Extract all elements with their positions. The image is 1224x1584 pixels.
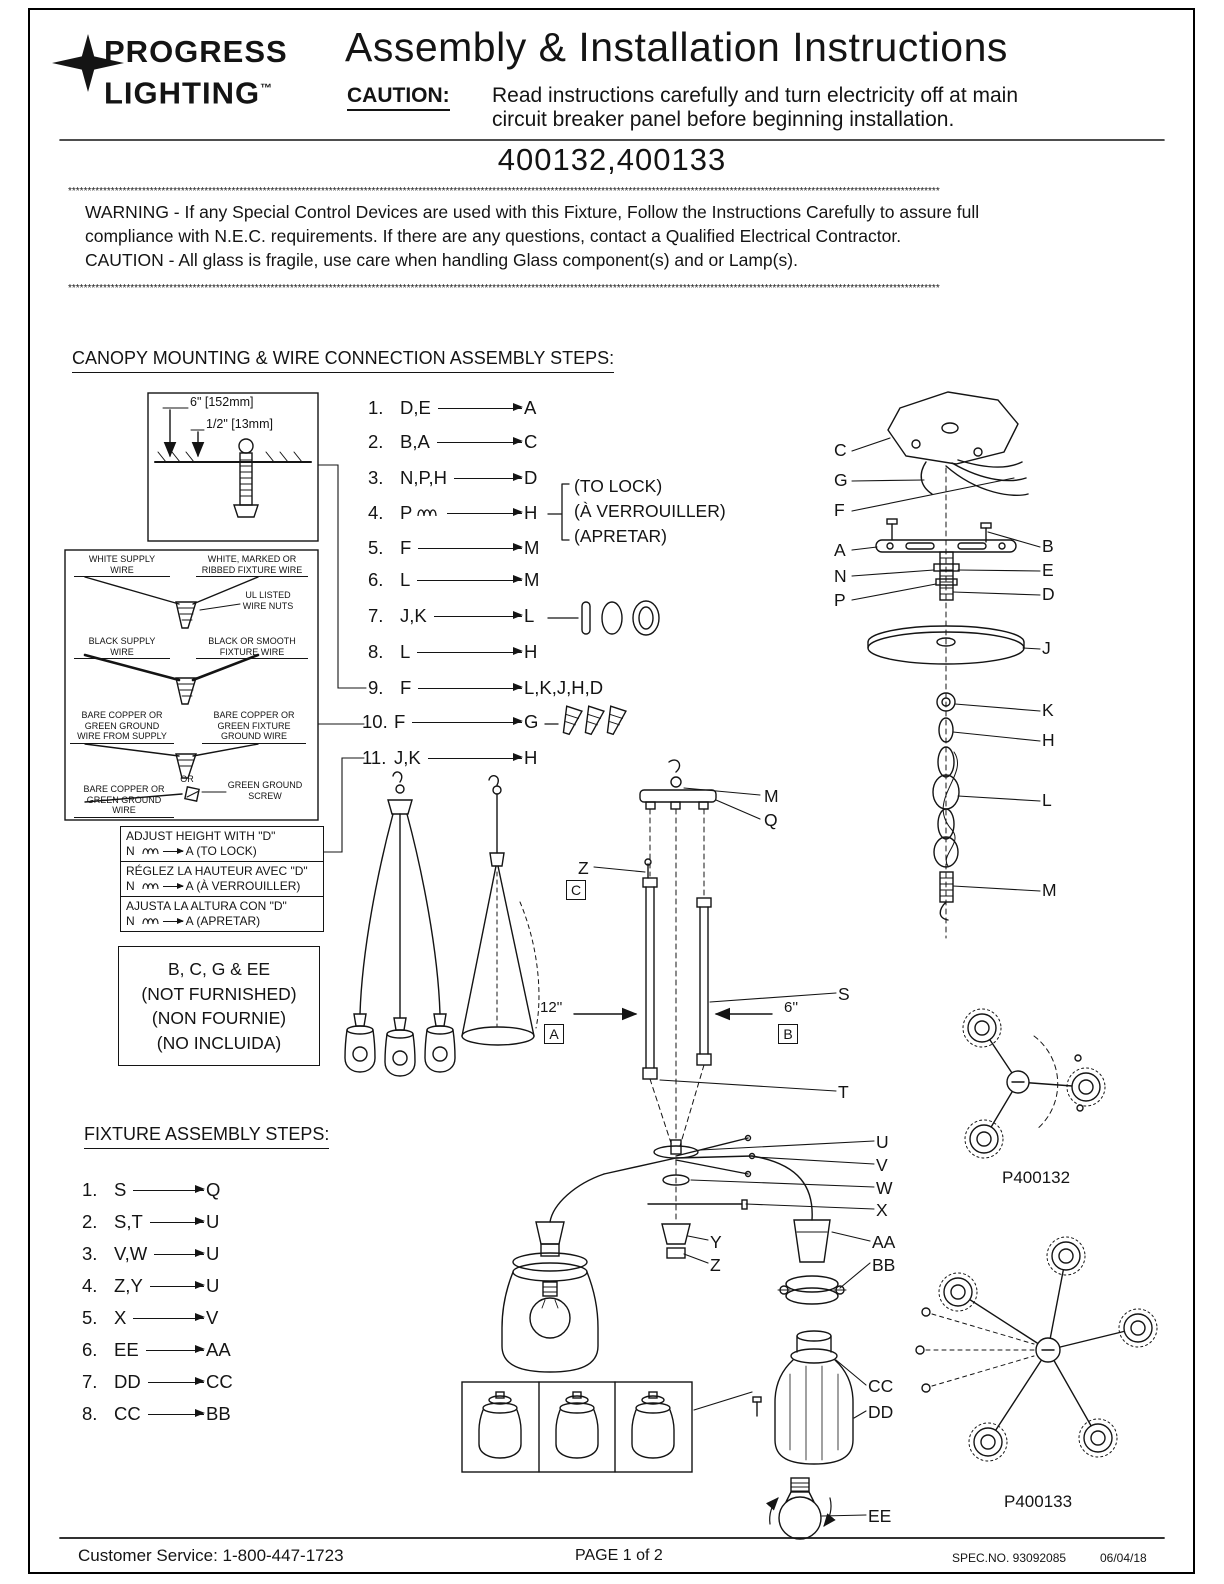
arrow-icon — [437, 442, 522, 443]
label-exploded-A: A — [834, 540, 846, 560]
step-target: L,K,J,H,D — [524, 677, 604, 698]
adjust-title-fr: RÉGLEZ LA HAUTEUR AVEC "D" — [126, 864, 308, 878]
label-main-V: V — [876, 1155, 888, 1175]
step-parts: B,A — [400, 431, 430, 452]
arrow-icon — [434, 616, 522, 617]
lock-note-es: (APRETAR) — [574, 526, 668, 546]
step-parts: D,E — [400, 397, 431, 418]
step-number: 2. — [368, 431, 384, 452]
white-supply-label: WHITE SUPPLY WIRE — [74, 554, 170, 577]
brand-bottom: LIGHTING™ — [104, 75, 274, 111]
step-target: C — [524, 431, 538, 452]
fixture-step-6 — [82, 1338, 252, 1362]
adjust-n: N — [126, 879, 135, 893]
label-exploded-F: F — [834, 500, 845, 520]
arrow-icon — [150, 1286, 204, 1287]
dimension-6in: 6" [152mm] — [190, 395, 254, 409]
cone-pendant-diagram — [462, 776, 539, 1045]
label-main-Y: Y — [710, 1232, 722, 1252]
step-parts: DD — [114, 1371, 141, 1392]
or-label: OR — [180, 774, 194, 784]
label-boxed-C: C — [566, 880, 586, 900]
step-parts: CC — [114, 1403, 141, 1424]
label-exploded-G: G — [834, 470, 848, 490]
black-supply-label: BLACK SUPPLY WIRE — [74, 636, 170, 659]
warning-line1: WARNING - If any Special Control Devices are used with this Fixture, Follow the Instructions Carefully to assure full — [85, 202, 980, 222]
step-number: 4. — [82, 1275, 98, 1296]
trademark: ™ — [260, 81, 274, 95]
arrow-icon — [133, 1190, 204, 1191]
step-parts: S — [114, 1179, 127, 1200]
step-target: CC — [206, 1371, 233, 1392]
label-exploded-P: P — [834, 590, 846, 610]
step-number: 7. — [368, 605, 384, 626]
fixture-section-title: FIXTURE ASSEMBLY STEPS: — [84, 1124, 329, 1149]
adjust-title-es: AJUSTA LA ALTURA CON "D" — [126, 899, 287, 913]
step-number: 8. — [368, 641, 384, 662]
step-number: 5. — [368, 537, 384, 558]
leader-lines — [594, 438, 1040, 1516]
arrow-icon — [163, 886, 183, 887]
step-number: 10. — [362, 711, 388, 732]
step-number: 4. — [368, 502, 384, 523]
step-number: 9. — [368, 677, 384, 698]
label-main-M: M — [764, 786, 779, 806]
mounting-measurement-diagram — [148, 393, 318, 541]
product-label-p400133: P400133 — [1004, 1492, 1073, 1511]
arrow-icon — [454, 478, 522, 479]
dimension-6in-stem: 6'' — [784, 999, 799, 1016]
arrow-icon — [148, 1414, 204, 1415]
step-parts: F — [394, 711, 406, 732]
step-parts: L — [400, 569, 411, 590]
coil-icon — [142, 916, 160, 926]
label-main-Z2: Z — [710, 1255, 721, 1275]
step-number: 11. — [362, 747, 387, 768]
step-parts: F — [400, 677, 412, 698]
arrow-icon — [133, 1318, 204, 1319]
canopy-step-7 — [368, 604, 640, 628]
fixture-step-5 — [82, 1306, 252, 1330]
step-target: L — [524, 605, 535, 626]
step-parts: Z,Y — [114, 1275, 143, 1296]
step-target: D — [524, 467, 538, 488]
adjust-result-en: A (TO LOCK) — [185, 844, 257, 858]
step-number: 1. — [368, 397, 384, 418]
adjust-entry-en — [121, 827, 323, 861]
step-target: BB — [206, 1403, 231, 1424]
adjust-result-fr: A (À VERROUILLER) — [185, 879, 301, 893]
arrow-icon — [417, 580, 522, 581]
arrow-icon — [163, 921, 183, 922]
black-fixture-label: BLACK OR SMOOTH FIXTURE WIRE — [196, 636, 308, 659]
canopy-step-1 — [368, 396, 640, 420]
exploded-canopy-diagram — [868, 392, 1028, 938]
adjust-n: N — [126, 914, 135, 928]
step-number: 6. — [82, 1339, 98, 1360]
step-target: V — [206, 1307, 219, 1328]
label-main-S: S — [838, 984, 850, 1004]
p400133-diagram — [916, 1237, 1157, 1461]
fixture-step-4 — [82, 1274, 252, 1298]
arrow-icon — [150, 1222, 204, 1223]
label-exploded-L: L — [1042, 790, 1052, 810]
step-target: AA — [206, 1339, 231, 1360]
canopy-step-10 — [362, 710, 640, 734]
cluster-pendant-diagram — [345, 772, 455, 1076]
adjust-entry-es — [121, 896, 323, 931]
ground-screw-label: GREEN GROUND SCREW — [227, 780, 303, 801]
step-target: H — [524, 641, 538, 662]
ground-wire-label: BARE COPPER OR GREEN GROUND WIRE — [74, 784, 174, 818]
page-title: Assembly & Installation Instructions — [345, 24, 1008, 70]
step-number: 8. — [82, 1403, 98, 1424]
step-target: Q — [206, 1179, 221, 1200]
step-parts: V,W — [114, 1243, 148, 1264]
warning-line3: CAUTION - All glass is fragile, use care when handling Glass component(s) and or Lamp(s). — [85, 250, 798, 270]
jar-detail-strip — [462, 1382, 752, 1472]
label-exploded-E: E — [1042, 560, 1054, 580]
step-parts: L — [400, 641, 411, 662]
product-label-p400132: P400132 — [1002, 1168, 1071, 1187]
adjust-height-box — [120, 826, 324, 932]
brand-logo — [104, 34, 288, 111]
label-exploded-B: B — [1042, 536, 1054, 556]
step-target: U — [206, 1243, 220, 1264]
label-main-AA: AA — [872, 1232, 896, 1252]
label-main-T: T — [838, 1082, 849, 1102]
arrow-icon — [417, 652, 522, 653]
label-exploded-M: M — [1042, 880, 1057, 900]
label-main-Z: Z — [578, 858, 589, 878]
arrow-icon — [428, 758, 522, 759]
caution-line1: Read instructions carefully and turn electricity off at main — [492, 84, 1019, 107]
p400132-diagram — [963, 1009, 1105, 1158]
fixture-step-8 — [82, 1402, 252, 1426]
arrow-icon — [447, 513, 522, 514]
label-boxed-B: B — [778, 1024, 798, 1044]
nf-en: (NOT FURNISHED) — [141, 983, 297, 1004]
step-target: H — [524, 502, 538, 523]
arrow-icon — [412, 722, 522, 723]
coil-icon — [142, 846, 160, 856]
ground-supply-label: BARE COPPER OR GREEN GROUND WIRE FROM SUPPLY — [70, 710, 174, 744]
step-number: 3. — [368, 467, 384, 488]
nf-es: (NO INCLUIDA) — [156, 1032, 282, 1053]
caution-line2: circuit breaker panel before beginning installation. — [492, 108, 955, 131]
canopy-step-2 — [368, 430, 640, 454]
canopy-step-6 — [368, 568, 640, 592]
canopy-step-9 — [368, 676, 640, 700]
fixture-step-1 — [82, 1178, 252, 1202]
step-parts: S,T — [114, 1211, 143, 1232]
fixture-step-7 — [82, 1370, 252, 1394]
adjust-title-en: ADJUST HEIGHT WITH "D" — [126, 829, 276, 843]
caution-label: CAUTION: — [347, 84, 450, 111]
adjust-entry-fr — [121, 861, 323, 896]
label-main-W: W — [876, 1178, 893, 1198]
step-target: M — [524, 569, 540, 590]
label-main-X: X — [876, 1200, 888, 1220]
adjust-n: N — [126, 844, 135, 858]
fixture-step-2 — [82, 1210, 252, 1234]
label-exploded-K: K — [1042, 700, 1054, 720]
step-parts: X — [114, 1307, 127, 1328]
main-fixture-diagram — [502, 760, 853, 1539]
warning-line2: compliance with N.E.C. requirements. If there are any questions, contact a Qualified Electrical Contractor. — [85, 226, 902, 246]
coil-icon — [142, 881, 160, 891]
step-parts: EE — [114, 1339, 139, 1360]
arrow-icon — [148, 1382, 204, 1383]
step-parts: P — [400, 502, 413, 523]
star-divider-top: ******************************************************************************************************************************************************************************************************************************** — [68, 186, 940, 197]
canopy-step-11 — [362, 746, 640, 770]
step-parts: J,K — [400, 605, 427, 626]
brand-top: PROGRESS — [104, 34, 288, 69]
step-target: A — [524, 397, 537, 418]
step-target: U — [206, 1275, 220, 1296]
step-target: G — [524, 711, 539, 732]
adjust-result-es: A (APRETAR) — [185, 914, 261, 928]
arrow-icon — [154, 1254, 204, 1255]
coil-icon — [416, 507, 440, 519]
step-target: M — [524, 537, 540, 558]
label-main-DD: DD — [868, 1402, 894, 1422]
step-number: 1. — [82, 1179, 98, 1200]
label-exploded-D: D — [1042, 584, 1055, 604]
star-divider-bottom: ******************************************************************************************************************************************************************************************************************************** — [68, 283, 940, 294]
step-parts: J,K — [394, 747, 421, 768]
label-main-BB: BB — [872, 1255, 896, 1275]
dimension-half-in: 1/2" [13mm] — [206, 417, 273, 431]
label-boxed-A: A — [544, 1024, 564, 1044]
label-exploded-C: C — [834, 440, 847, 460]
canopy-step-8 — [368, 640, 640, 664]
arrow-icon — [163, 851, 183, 852]
label-main-U: U — [876, 1132, 889, 1152]
revision-date: 06/04/18 — [1100, 1551, 1147, 1565]
arrow-icon — [146, 1350, 204, 1351]
nf-fr: (NON FOURNIE) — [151, 1008, 287, 1028]
label-main-EE: EE — [868, 1506, 892, 1526]
dimension-12in: 12'' — [540, 999, 563, 1016]
wire-nuts-label: UL LISTED WIRE NUTS — [242, 590, 294, 611]
lock-note-fr: (À VERROUILLER) — [574, 501, 726, 521]
customer-service: Customer Service: 1-800-447-1723 — [78, 1546, 344, 1565]
step-number: 7. — [82, 1371, 98, 1392]
step-target: U — [206, 1211, 220, 1232]
white-fixture-label: WHITE, MARKED OR RIBBED FIXTURE WIRE — [196, 554, 308, 577]
ground-fixture-label: BARE COPPER OR GREEN FIXTURE GROUND WIRE — [202, 710, 306, 744]
step-number: 5. — [82, 1307, 98, 1328]
step-number: 6. — [368, 569, 384, 590]
canopy-section-title: CANOPY MOUNTING & WIRE CONNECTION ASSEMBLY STEPS: — [72, 348, 614, 373]
step-number: 2. — [82, 1211, 98, 1232]
arrow-icon — [438, 408, 522, 409]
step-parts: N,P,H — [400, 467, 447, 488]
model-numbers: 400132,400133 — [497, 142, 727, 177]
page-number: PAGE 1 of 2 — [575, 1547, 663, 1564]
label-exploded-J: J — [1042, 638, 1051, 658]
step-target: H — [524, 747, 538, 768]
step-number: 3. — [82, 1243, 98, 1264]
not-furnished-box — [118, 946, 320, 1066]
step-parts: F — [400, 537, 412, 558]
label-main-CC: CC — [868, 1376, 894, 1396]
label-main-Q: Q — [764, 810, 778, 830]
fixture-step-3 — [82, 1242, 252, 1266]
label-exploded-H: H — [1042, 730, 1055, 750]
arrow-icon — [418, 688, 522, 689]
spec-number: SPEC.NO. 93092085 — [952, 1551, 1067, 1565]
label-exploded-N: N — [834, 566, 847, 586]
connector-lines — [318, 465, 366, 852]
lock-note-en: (TO LOCK) — [574, 476, 663, 496]
nf-parts: B, C, G & EE — [167, 959, 271, 979]
arrow-icon — [418, 548, 522, 549]
